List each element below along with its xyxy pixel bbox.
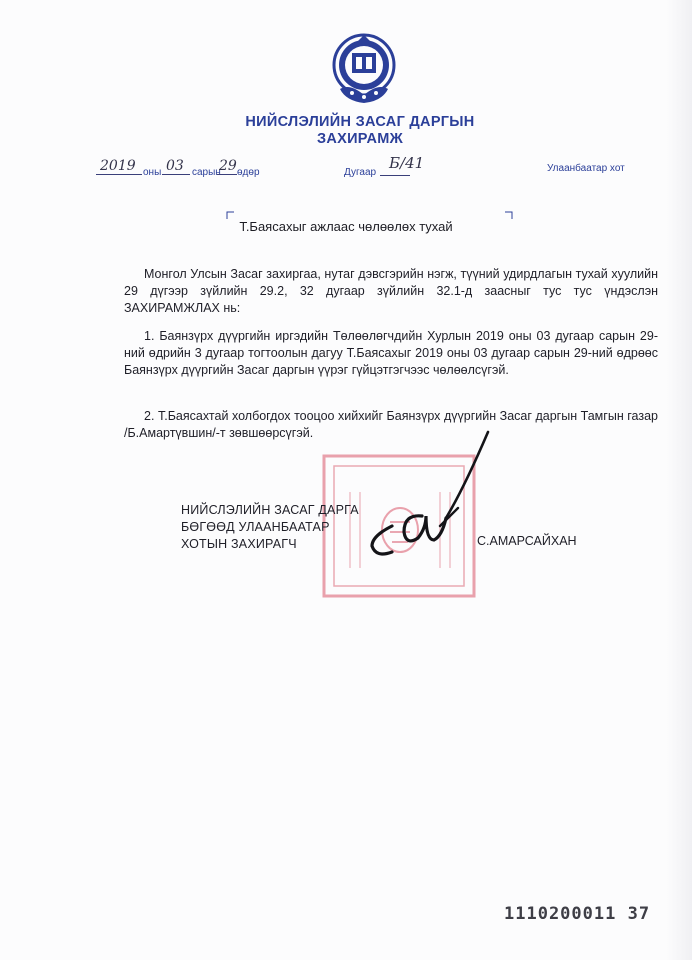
handwritten-signature (360, 418, 510, 568)
place-label: Улаанбаатар хот (547, 163, 625, 174)
date-month: 03 (166, 158, 184, 174)
number-label: Дугаар (344, 167, 377, 178)
day-underline (217, 174, 237, 175)
item-1-paragraph: 1. Баянзүрх дүүргийн иргэдийн Төлөөлөгчдийн Хурлын 2019 оны 03 дугаар сарын 29-ний өдрийн 3 дугаар тогтоолын дагуу Т.Баясахыг 2019 оны 03 дугаар сарын 29-ний өдрөөс Баянзүрх дүүргийн Засаг даргын үүрэг гүйцэтгэгчээс чөлөөлсүгэй. (124, 329, 658, 377)
year-label: оны (143, 167, 162, 178)
org-name-line2: ЗАХИРАМЖ (316, 131, 404, 147)
signatory-title-line1: НИЙСЛЭЛИЙН ЗАСАГ ДАРГА (181, 503, 359, 517)
title-bracket-right-icon (505, 211, 513, 219)
item-2-paragraph: 2. Т.Баясахтай холбогдох тооцоо хийхийг Баянзүрх дүүргийн Засаг даргын Тамгын газар /Б.Амартүвшин/-т зөвшөөрсүгэй. (124, 409, 658, 440)
signatory-title-line2: БӨГӨӨД УЛААНБААТАР (181, 520, 330, 534)
title-bracket-left-icon (226, 211, 234, 219)
org-name-line1: НИЙСЛЭЛИЙН ЗАСАГ ДАРГЫН (245, 114, 475, 130)
state-emblem-icon (330, 33, 398, 107)
serial-number: 1110200011 37 (504, 904, 651, 924)
date-day: 29 (219, 158, 237, 174)
number-underline (380, 175, 410, 176)
year-underline (96, 174, 142, 175)
month-label: сарын (192, 167, 221, 178)
signatory-name: С.АМАРСАЙХАН (477, 534, 577, 548)
day-label: өдөр (237, 167, 260, 178)
decree-title: Т.Баясахыг ажлаас чөлөөлөх тухай (239, 219, 453, 234)
month-underline (162, 174, 190, 175)
intro-paragraph: Монгол Улсын Засаг захиргаа, нутаг дэвсгэрийн нэгж, түүний удирдлагын тухай хуулийн 29 дүгээр зүйлийн 29.2, 32 дугаар зүйлийн 32.1-д заасныг тус тус үндэслэн ЗАХИРАМЖЛАХ нь: (124, 267, 658, 315)
decree-number: Б/41 (389, 154, 425, 172)
signatory-title-line3: ХОТЫН ЗАХИРАГЧ (181, 537, 297, 551)
date-year: 2019 (100, 158, 136, 174)
